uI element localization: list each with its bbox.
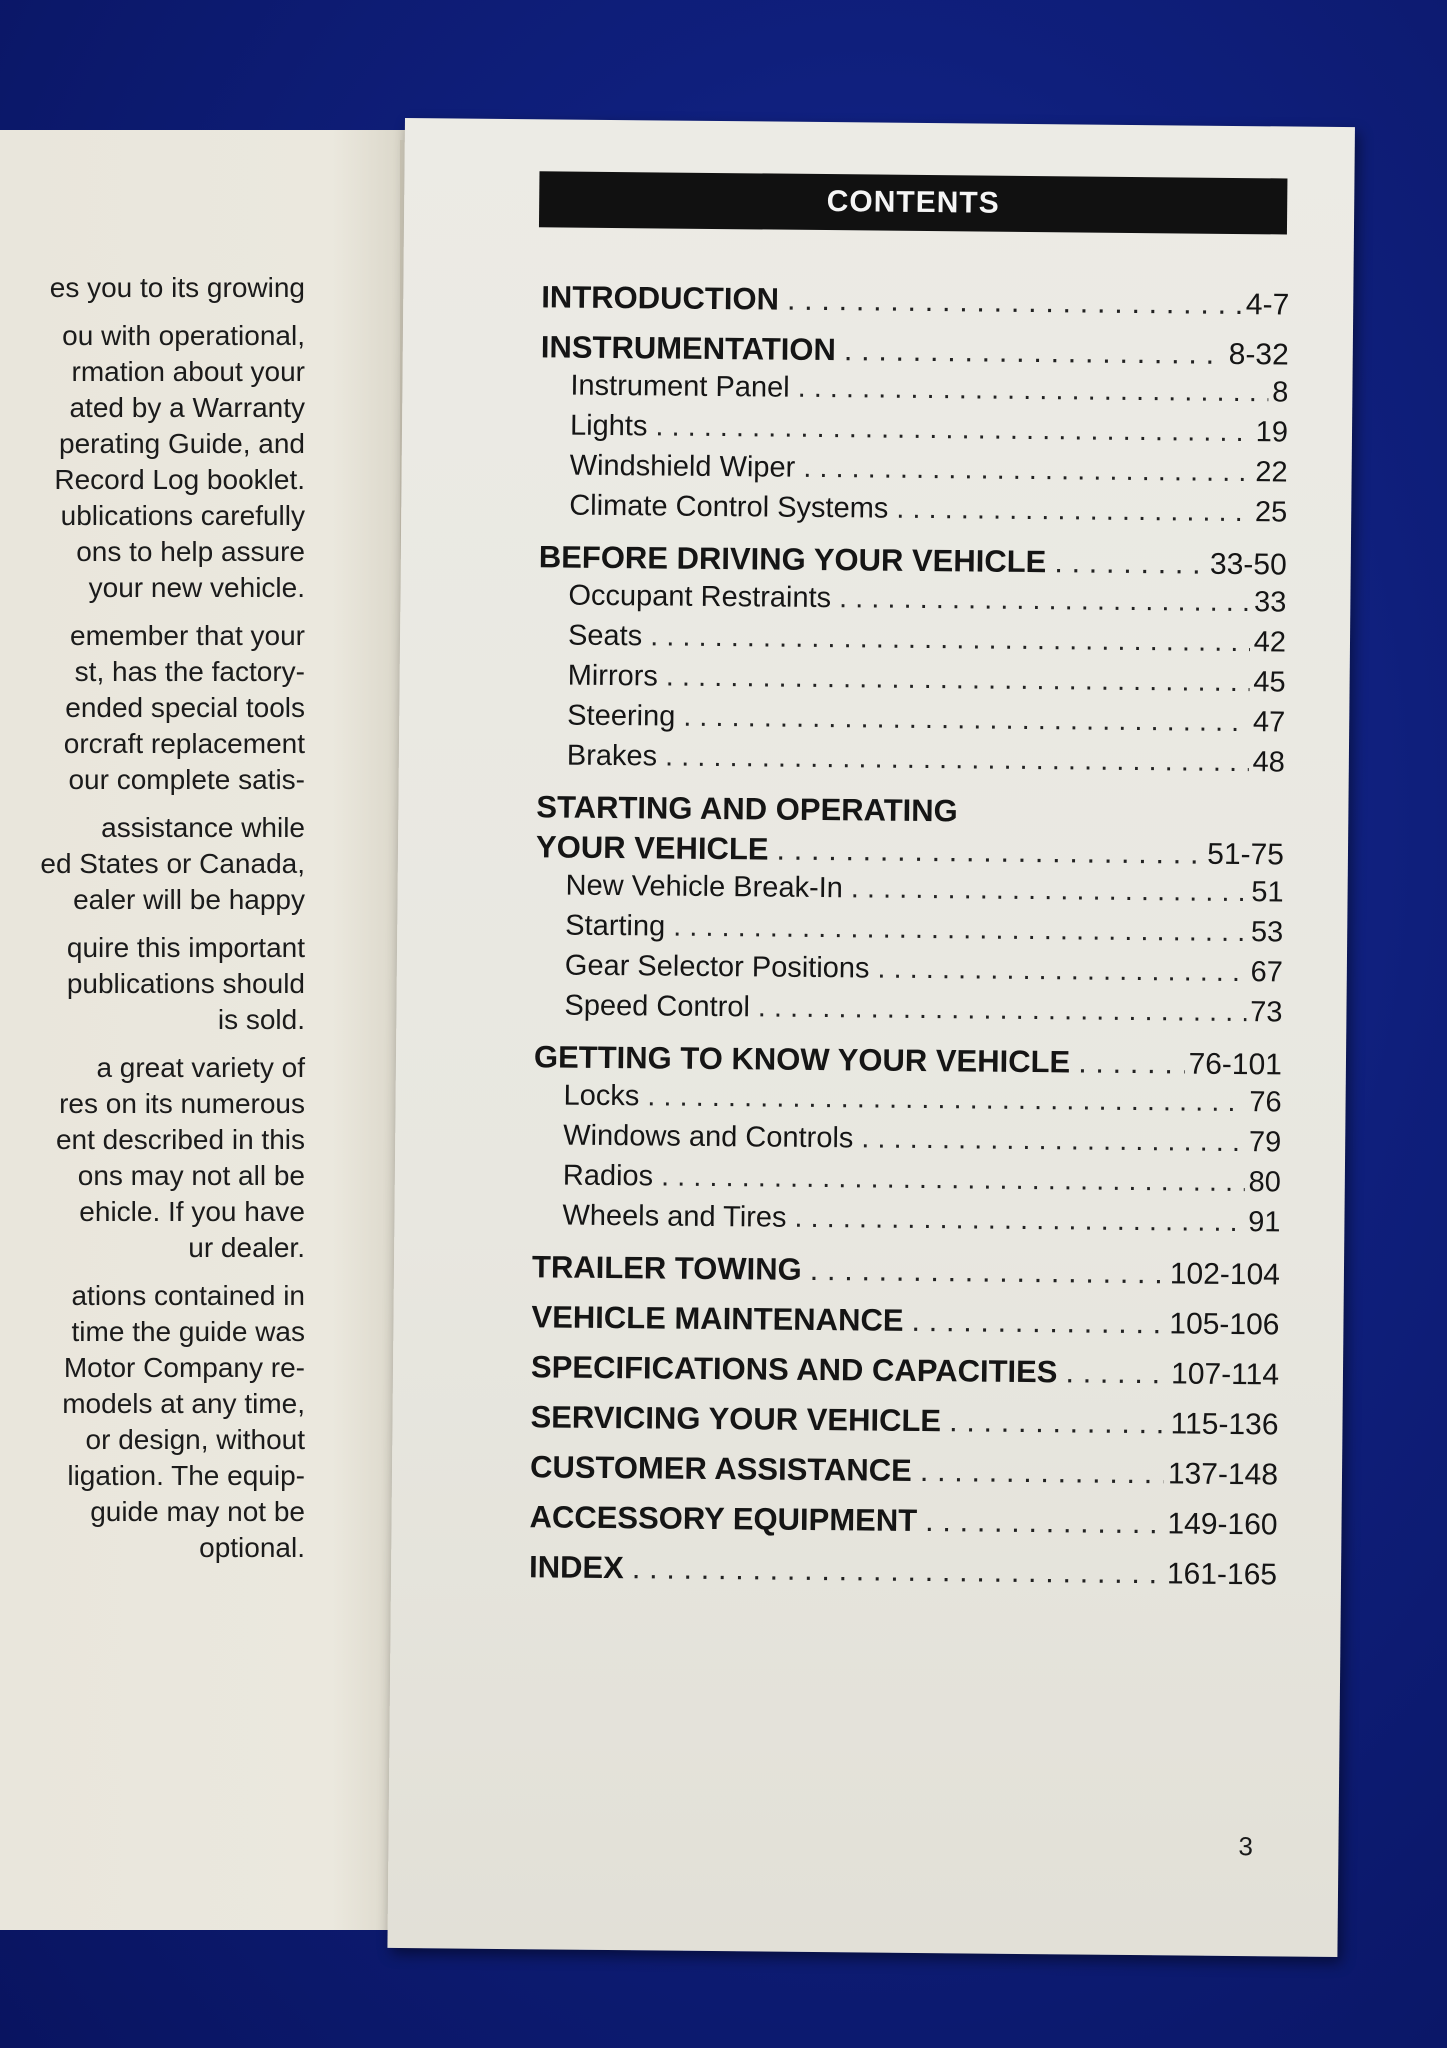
toc-entry-page: 25 — [1254, 496, 1288, 529]
left-page-line: is sold. — [217, 1004, 305, 1035]
left-page-line: ur dealer. — [188, 1232, 305, 1263]
toc-entry-page: 91 — [1248, 1206, 1281, 1239]
left-page-line: time the guide was — [71, 1316, 305, 1347]
toc-entry-title: Locks — [563, 1079, 640, 1113]
toc-entry-title: Mirrors — [567, 659, 659, 693]
toc-entry-title: CUSTOMER ASSISTANCE — [529, 1449, 913, 1488]
toc-entry-title: Climate Control Systems — [569, 489, 889, 525]
toc-entry-title: Seats — [567, 619, 643, 653]
left-page-line: our complete satis- — [68, 764, 305, 795]
left-page-paragraph — [0, 318, 305, 606]
left-page-paragraph — [0, 1278, 305, 1566]
toc-section-entry — [531, 1299, 1279, 1346]
toc-entry-page: 107-114 — [1170, 1357, 1280, 1392]
toc-entry-title: Lights — [569, 409, 648, 443]
left-page-line: ated by a Warranty — [69, 392, 305, 423]
left-page-line: Record Log booklet. — [54, 464, 305, 495]
toc-leader-dots — [794, 1202, 1244, 1239]
toc-entry-title: Instrument Panel — [570, 369, 790, 404]
toc-subentry — [534, 989, 1282, 1036]
contents-header: CONTENTS — [539, 171, 1288, 234]
left-page-line: ed States or Canada, — [40, 848, 305, 879]
toc-leader-dots — [920, 1453, 1164, 1491]
left-page-line: a great variety of — [96, 1052, 305, 1083]
toc-leader-dots — [949, 1403, 1167, 1441]
left-page-line: emember that your — [70, 620, 305, 651]
toc-entry-page: 149-160 — [1167, 1507, 1278, 1542]
left-page-line: ealer will be happy — [73, 884, 305, 915]
left-page-line: rmation about your — [71, 356, 305, 387]
left-page-line: models at any time, — [62, 1388, 305, 1419]
toc-leader-dots — [1065, 1354, 1167, 1391]
toc-leader-dots — [877, 953, 1246, 990]
toc-leader-dots — [787, 282, 1242, 322]
toc-entry-title: GETTING TO KNOW YOUR VEHICLE — [533, 1039, 1071, 1080]
toc-entry-title: SPECIFICATIONS AND CAPACITIES — [530, 1349, 1058, 1390]
toc-leader-dots — [650, 620, 1250, 659]
toc-entry-page: 8 — [1272, 376, 1289, 409]
toc-leader-dots — [673, 911, 1247, 950]
toc-leader-dots — [803, 452, 1251, 489]
toc-entry-page: 161-165 — [1166, 1557, 1278, 1592]
left-page-line: Motor Company re- — [63, 1352, 305, 1383]
toc-entry-title: TRAILER TOWING — [531, 1249, 802, 1287]
toc-entry-title: INSTRUMENTATION — [540, 329, 837, 368]
toc-section-entry — [531, 1349, 1279, 1396]
toc-leader-dots — [844, 332, 1225, 372]
toc-subentry — [539, 489, 1287, 536]
left-page — [0, 130, 415, 1930]
right-page — [387, 118, 1355, 1957]
toc-entry-page: 42 — [1253, 626, 1287, 659]
left-page-line: st, has the factory- — [74, 656, 305, 687]
toc-entry-title: INTRODUCTION — [541, 279, 780, 317]
toc-entry-page: 48 — [1252, 746, 1286, 779]
toc-entry-title: Wheels and Tires — [562, 1199, 787, 1234]
left-page-paragraph — [0, 270, 305, 306]
left-page-line: ons to help assure — [76, 536, 305, 567]
left-page-line: guide may not be — [90, 1496, 305, 1527]
toc-entry-page: 76-101 — [1188, 1047, 1283, 1082]
toc-section-entry — [530, 1449, 1278, 1496]
toc-entry-page: 105-106 — [1169, 1307, 1280, 1342]
toc-leader-dots — [665, 741, 1249, 780]
left-page-line: ent described in this — [55, 1124, 305, 1155]
toc-entry-page: 80 — [1248, 1166, 1281, 1199]
toc-leader-dots — [896, 493, 1251, 529]
toc-entry-title: VEHICLE MAINTENANCE — [531, 1299, 904, 1338]
left-page-line: es you to its growing — [49, 272, 305, 303]
toc-entry-page: 45 — [1253, 666, 1286, 699]
toc-leader-dots — [797, 372, 1268, 410]
toc-entry-page: 22 — [1255, 456, 1288, 489]
toc-leader-dots — [851, 872, 1248, 909]
left-page-line: ended special tools — [65, 692, 305, 723]
left-page-line: assistance while — [101, 812, 305, 843]
left-page-paragraph — [0, 810, 305, 918]
toc-entry-page: 76 — [1249, 1086, 1282, 1119]
toc-entry-page: 47 — [1252, 706, 1286, 739]
toc-entry-title: SERVICING YOUR VEHICLE — [530, 1399, 942, 1439]
toc-entry-title: Brakes — [566, 739, 658, 773]
table-of-contents — [529, 269, 1290, 1596]
toc-entry-title: ACCESSORY EQUIPMENT — [529, 1499, 918, 1538]
toc-entry-page: 8-32 — [1228, 337, 1289, 372]
toc-leader-dots — [861, 1122, 1245, 1159]
toc-entry-title: Gear Selector Positions — [564, 949, 870, 985]
toc-section-entry — [529, 1549, 1277, 1596]
left-page-line: quire this important — [66, 932, 305, 963]
left-page-paragraph — [0, 930, 305, 1038]
toc-entry-page: 73 — [1250, 996, 1283, 1029]
toc-entry-title: Windows and Controls — [563, 1119, 854, 1155]
toc-entry-page: 53 — [1250, 916, 1284, 949]
toc-leader-dots — [758, 991, 1247, 1029]
toc-entry-page: 19 — [1255, 416, 1289, 449]
toc-section-heading: STARTING AND OPERATING — [536, 789, 958, 829]
toc-leader-dots — [632, 1550, 1163, 1591]
left-page-line: ublications carefully — [60, 500, 305, 531]
toc-entry-title: Steering — [567, 699, 676, 733]
left-page-paragraph — [0, 1050, 305, 1266]
toc-entry-page: 115-136 — [1170, 1407, 1279, 1442]
toc-leader-dots — [647, 1080, 1245, 1119]
toc-entry-page: 67 — [1250, 956, 1283, 989]
toc-entry-page: 51 — [1251, 876, 1284, 909]
toc-section-entry — [541, 279, 1289, 326]
toc-leader-dots — [925, 1503, 1164, 1541]
toc-leader-dots — [810, 1252, 1166, 1291]
left-page-line: res on its numerous — [59, 1088, 305, 1119]
toc-entry-title: Radios — [562, 1159, 654, 1193]
toc-entry-page: 51-75 — [1207, 837, 1285, 872]
toc-leader-dots — [1054, 544, 1206, 581]
left-page-line: optional. — [199, 1532, 305, 1563]
toc-entry-page: 137-148 — [1167, 1457, 1279, 1492]
toc-leader-dots — [666, 661, 1250, 700]
toc-section-entry — [530, 1399, 1278, 1446]
toc-entry-page: 33-50 — [1209, 547, 1287, 582]
toc-entry-page: 102-104 — [1169, 1257, 1281, 1292]
toc-entry-page: 4-7 — [1245, 288, 1290, 322]
toc-entry-title: INDEX — [528, 1549, 625, 1586]
toc-leader-dots — [911, 1303, 1165, 1341]
toc-leader-dots — [655, 410, 1252, 449]
left-page-line: orcraft replacement — [63, 728, 305, 759]
left-page-line: or design, without — [85, 1424, 305, 1455]
toc-entry-title: Occupant Restraints — [568, 579, 832, 615]
left-page-line: ations contained in — [71, 1280, 305, 1311]
toc-leader-dots — [839, 582, 1250, 619]
left-page-line: perating Guide, and — [59, 428, 305, 459]
toc-subentry — [537, 739, 1285, 786]
toc-entry-title: New Vehicle Break-In — [565, 869, 844, 905]
toc-leader-dots — [661, 1161, 1245, 1200]
toc-entry-title: Starting — [565, 909, 666, 943]
toc-entry-page: 33 — [1253, 586, 1287, 619]
toc-leader-dots — [1078, 1045, 1185, 1082]
toc-section-entry — [529, 1499, 1277, 1546]
toc-section-entry — [532, 1249, 1280, 1296]
left-page-line: ons may not all be — [77, 1160, 305, 1191]
left-page-line: publications should — [66, 968, 305, 999]
toc-entry-title: BEFORE DRIVING YOUR VEHICLE — [538, 539, 1047, 580]
page-number: 3 — [1238, 1831, 1254, 1862]
left-page-text — [0, 270, 305, 1578]
toc-entry-title: YOUR VEHICLE — [535, 829, 769, 867]
toc-leader-dots — [683, 701, 1249, 739]
left-page-line: ligation. The equip- — [67, 1460, 305, 1491]
left-page-line: ehicle. If you have — [79, 1196, 305, 1227]
left-page-paragraph — [0, 618, 305, 798]
toc-leader-dots — [776, 832, 1203, 872]
toc-entry-title: Windshield Wiper — [569, 449, 796, 484]
left-page-line: ou with operational, — [62, 320, 305, 351]
toc-entry-title: Speed Control — [564, 989, 751, 1024]
toc-subentry — [532, 1199, 1280, 1246]
left-page-line: your new vehicle. — [88, 572, 305, 603]
toc-entry-page: 79 — [1248, 1126, 1282, 1159]
